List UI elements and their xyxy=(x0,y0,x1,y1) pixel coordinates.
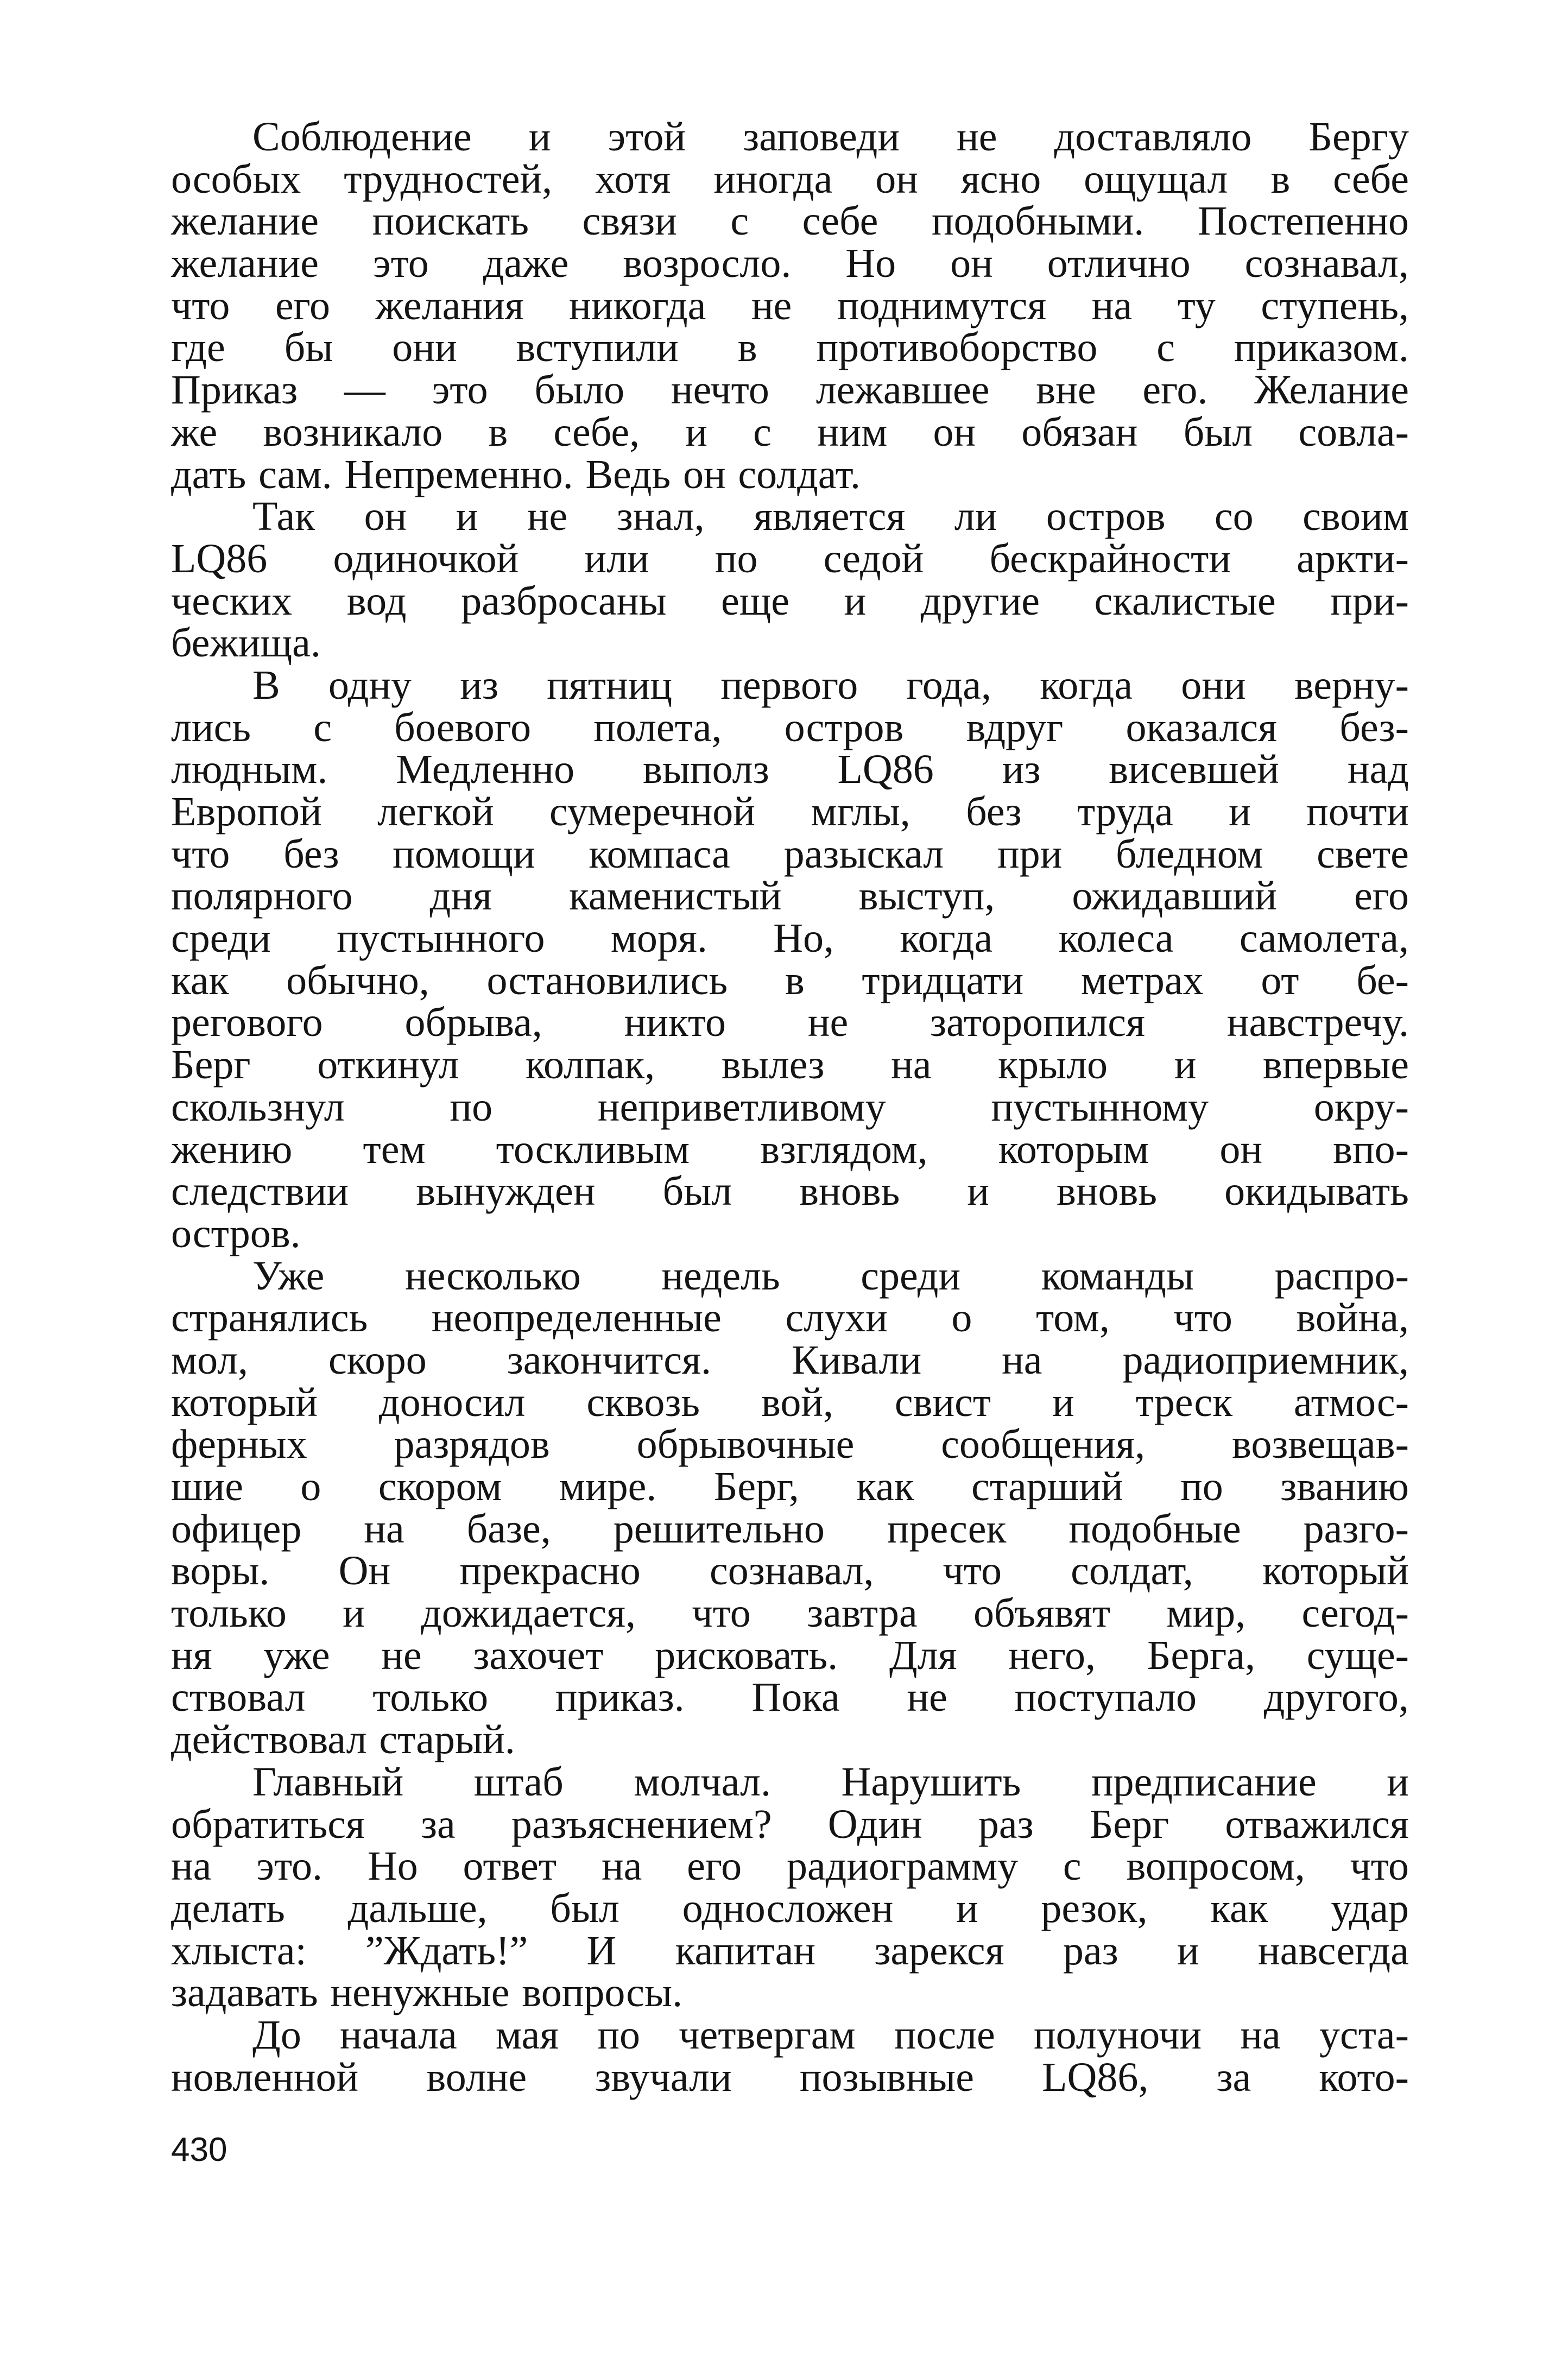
text-line: Приказ — это было нечто лежавшее вне его. Желание xyxy=(171,367,1409,413)
text-line: следствии вынужден был вновь и вновь окидывать xyxy=(171,1168,1409,1215)
text-line: среди пустынного моря. Но, когда колеса самолета, xyxy=(171,915,1409,962)
text-line: делать дальше, был односложен и резок, как удар xyxy=(171,1885,1409,1931)
page-number: 430 xyxy=(171,2131,227,2169)
text-line: Главный штаб молчал. Нарушить предписание и xyxy=(252,1759,1409,1805)
text-line: желание поискать связи с себе подобными. Постепенно xyxy=(171,198,1409,244)
text-line: странялись неопределенные слухи о том, что война, xyxy=(171,1295,1409,1341)
text-line: Соблюдение и этой заповеди не доставляло Бергу xyxy=(252,114,1409,160)
text-line: полярного дня каменистый выступ, ожидавший его xyxy=(171,873,1409,919)
text-line: До начала мая по четвергам после полуночи на уста- xyxy=(252,2012,1409,2058)
text-line: только и дожидается, что завтра объявят мир, сегод- xyxy=(171,1590,1409,1636)
text-line: жению тем тоскливым взглядом, которым он впо- xyxy=(171,1126,1409,1172)
body-text xyxy=(171,116,1409,2098)
text-line: В одну из пятниц первого года, когда они верну- xyxy=(252,662,1409,708)
text-line: ствовал только приказ. Пока не поступало другого, xyxy=(171,1674,1409,1721)
text-line: мол, скоро закончится. Кивали на радиоприемник, xyxy=(171,1337,1409,1383)
text-line: Уже несколько недель среди команды распро- xyxy=(252,1253,1409,1299)
text-line: ческих вод разбросаны еще и другие скалистые при- xyxy=(171,578,1409,624)
text-line: что без помощи компаса разыскал при бледном свете xyxy=(171,831,1409,877)
text-line: где бы они вступили в противоборство с приказом. xyxy=(171,325,1409,371)
text-line: как обычно, остановились в тридцати метрах от бе- xyxy=(171,957,1409,1003)
text-line: же возникало в себе, и с ним он обязан был совла- xyxy=(171,409,1409,455)
text-line: новленной волне звучали позывные LQ86, за кото- xyxy=(171,2054,1409,2100)
text-line: что его желания никогда не поднимутся на ту ступень, xyxy=(171,282,1409,328)
text-line: который доносил сквозь вой, свист и треск атмос- xyxy=(171,1379,1409,1425)
text-line: лись с боевого полета, остров вдруг оказался без- xyxy=(171,704,1409,750)
text-line: задавать ненужные вопросы. xyxy=(171,1970,683,2016)
text-line: особых трудностей, хотя иногда он ясно ощущал в себе xyxy=(171,156,1409,202)
text-line: Европой легкой сумеречной мглы, без труда и почти xyxy=(171,789,1409,835)
text-line: шие о скором мире. Берг, как старший по званию xyxy=(171,1464,1409,1509)
text-line: воры. Он прекрасно сознавал, что солдат, который xyxy=(171,1548,1409,1594)
text-line: офицер на базе, решительно пресек подобные разго- xyxy=(171,1506,1409,1552)
text-line: регового обрыва, никто не заторопился навстречу. xyxy=(171,1000,1409,1046)
text-line: хлыста: ”Ждать!” И капитан зарекся раз и навсегда xyxy=(171,1927,1409,1974)
text-line: обратиться за разъяснением? Один раз Берг отважился xyxy=(171,1801,1409,1847)
text-line: ферных разрядов обрывочные сообщения, возвещав- xyxy=(171,1421,1409,1468)
text-line: действовал старый. xyxy=(171,1717,515,1763)
text-line: ня уже не захочет рисковать. Для него, Берга, суще- xyxy=(171,1632,1409,1678)
text-line: LQ86 одиночкой или по седой бескрайности аркти- xyxy=(171,535,1409,581)
text-line: желание это даже возросло. Но он отлично сознавал, xyxy=(171,241,1409,287)
text-line: скользнул по неприветливому пустынному окру- xyxy=(171,1084,1409,1130)
text-line: остров. xyxy=(171,1210,301,1256)
text-line: Берг откинул колпак, вылез на крыло и впервые xyxy=(171,1042,1409,1088)
text-line: Так он и не знал, является ли остров со своим xyxy=(252,494,1409,540)
text-line: дать сам. Непременно. Ведь он солдат. xyxy=(171,451,861,497)
text-line: бежища. xyxy=(171,620,321,666)
text-line: на это. Но ответ на его радиограмму с вопросом, что xyxy=(171,1843,1409,1889)
text-line: людным. Медленно выполз LQ86 из висевшей над xyxy=(171,747,1409,793)
